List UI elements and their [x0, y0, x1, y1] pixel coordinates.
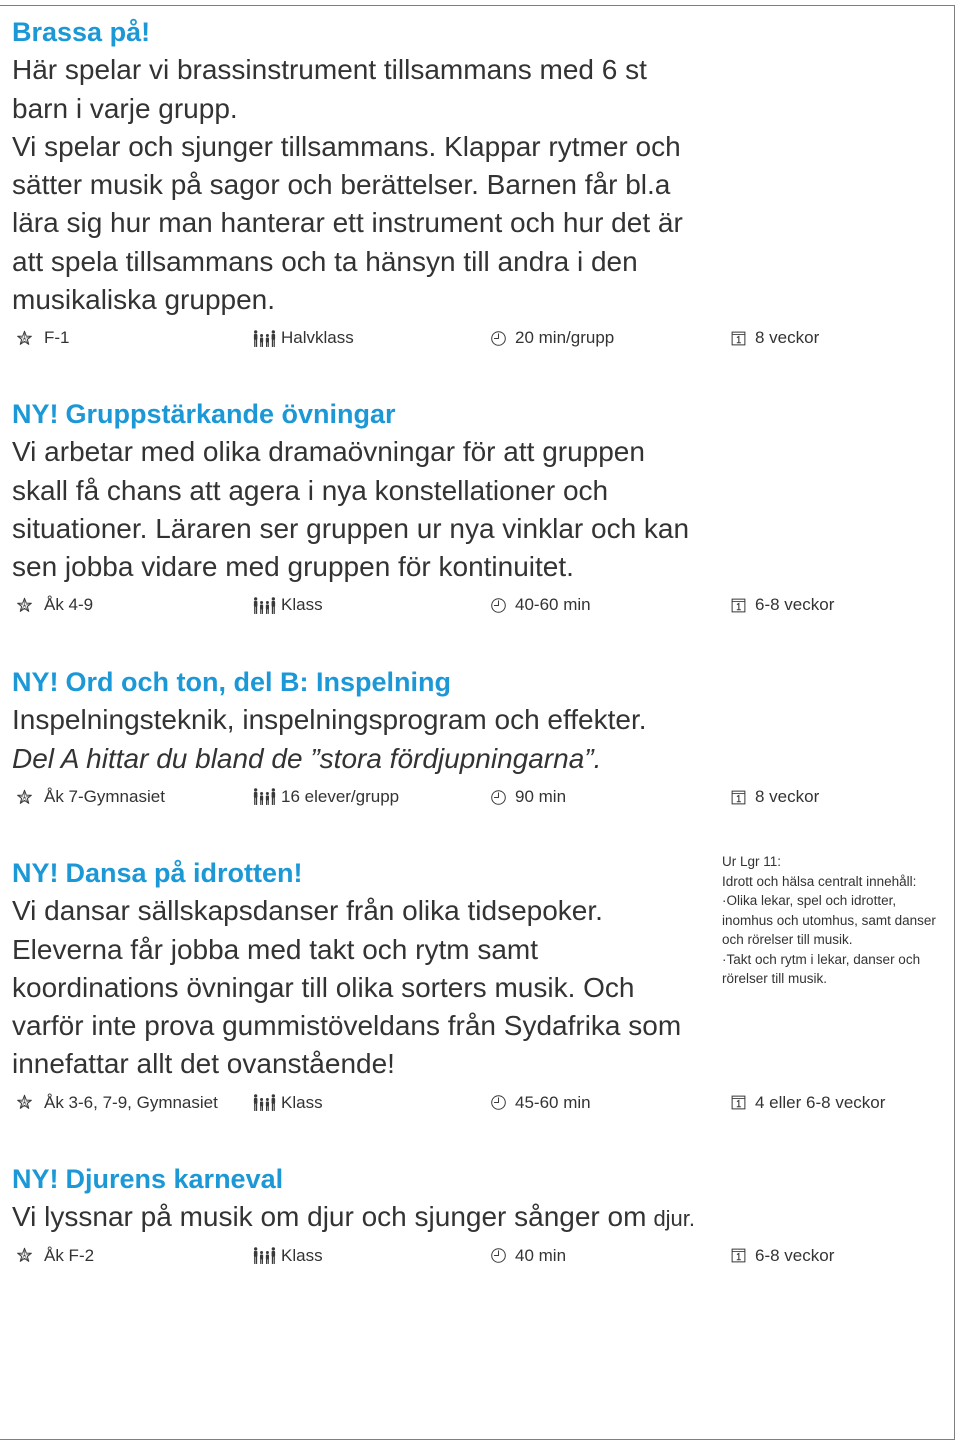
group-size-label: Klass	[281, 595, 323, 615]
title-text: Dansa på idrotten!	[65, 858, 303, 888]
title-text: Djurens karneval	[65, 1164, 284, 1194]
description-line: att spela tillsammans och ta hänsyn till andra i den	[12, 245, 638, 277]
description-line: skall få chans att agera i nya konstellationer och	[12, 474, 609, 506]
description-line: Eleverna får jobba med takt och rytm samt	[12, 933, 538, 965]
new-badge: NY!	[12, 1164, 59, 1194]
description-line: Vi spelar och sjunger tillsammans. Klappar rytmer och	[12, 130, 681, 162]
description-line: sätter musik på sagor och berättelser. Barnen får bl.a	[12, 169, 671, 201]
duration-info	[730, 319, 819, 357]
grade-info	[16, 778, 165, 816]
description-line: situationer. Läraren ser gruppen ur nya vinklar och kan	[12, 512, 690, 544]
description-line: musikaliska gruppen.	[12, 284, 276, 316]
duration-info	[730, 1237, 834, 1275]
section-brassa-pa	[12, 13, 942, 358]
section-title	[12, 395, 942, 433]
session-length-info	[490, 1237, 566, 1275]
people-icon	[253, 1247, 276, 1265]
people-icon	[253, 1094, 276, 1112]
people-icon	[253, 788, 276, 806]
description-line	[12, 1198, 942, 1236]
clock-icon	[490, 1247, 507, 1264]
section-gruppstarkande-ovningar	[12, 395, 942, 625]
description-line: varför inte prova gummistöveldans från Sydafrika som	[12, 1010, 682, 1042]
description-line: Här spelar vi brassinstrument tillsammans med 6 st	[12, 54, 647, 86]
section-djurens-karneval	[12, 1160, 942, 1275]
duration-label: 8 veckor	[755, 328, 820, 348]
duration-info	[730, 586, 834, 624]
grade-info	[16, 586, 93, 624]
star-icon	[16, 789, 33, 806]
grade-label: F-1	[44, 328, 70, 348]
group-size-label: Halvklass	[281, 328, 354, 348]
clock-icon	[490, 789, 507, 806]
description-line: innefattar allt det ovanstående!	[12, 1048, 395, 1080]
info-row	[12, 319, 942, 357]
info-row	[12, 586, 942, 624]
title-text: Gruppstärkande övningar	[65, 399, 396, 429]
session-length-label: 40-60 min	[515, 595, 591, 615]
note-line: inomhus och utomhus, samt danser	[722, 912, 936, 928]
session-length-info	[490, 778, 566, 816]
group-size-info	[253, 1084, 323, 1122]
new-badge: NY!	[12, 399, 59, 429]
note-line: ·Takt och rytm i lekar, danser och	[722, 951, 921, 967]
description-line: Inspelningsteknik, inspelningsprogram och effekter.	[12, 704, 647, 736]
section-ord-och-ton	[12, 663, 942, 816]
note-line: och rörelser till musik.	[722, 932, 853, 947]
duration-label: 4 eller 6-8 veckor	[755, 1092, 886, 1112]
grade-label: Åk 3-6, 7-9, Gymnasiet	[44, 1092, 218, 1112]
section-title	[12, 663, 942, 701]
session-length-label: 90 min	[515, 786, 567, 806]
section-title	[12, 13, 942, 51]
session-length-label: 40 min	[515, 1245, 567, 1265]
group-size-info	[253, 319, 354, 357]
info-row	[12, 1237, 942, 1275]
info-row	[12, 778, 942, 816]
grade-label: Åk 7-Gymnasiet	[44, 786, 165, 806]
star-icon	[16, 1247, 33, 1264]
duration-info	[730, 778, 819, 816]
note-line: rörelser till musik.	[722, 971, 828, 986]
note-line: ·Olika lekar, spel och idrotter,	[722, 893, 897, 908]
calendar-icon	[730, 597, 747, 614]
star-icon	[16, 330, 33, 347]
curriculum-note	[722, 852, 954, 989]
group-size-info	[253, 1237, 323, 1275]
group-size-label: Klass	[281, 1092, 323, 1112]
description-line: barn i varje grupp.	[12, 92, 238, 124]
calendar-icon	[730, 1247, 747, 1264]
group-size-info	[253, 778, 399, 816]
clock-icon	[490, 597, 507, 614]
grade-info	[16, 1084, 218, 1122]
section-title	[12, 1160, 942, 1198]
grade-info	[16, 1237, 94, 1275]
description-line: koordinations övningar till olika sorters musik. Och	[12, 971, 635, 1003]
italic-note-line: Del A hittar du bland de ”stora fördjupningarna”.	[12, 742, 602, 774]
session-length-label: 20 min/grupp	[515, 328, 615, 348]
grade-label: Åk F-2	[44, 1245, 95, 1265]
note-heading: Ur Lgr 11:	[722, 854, 782, 869]
session-length-label: 45-60 min	[515, 1092, 591, 1112]
session-length-info	[490, 319, 614, 357]
people-icon	[253, 330, 276, 348]
new-badge: NY!	[12, 667, 59, 697]
session-length-info	[490, 1084, 591, 1122]
description-line: lära sig hur man hanterar ett instrument och hur det är	[12, 207, 683, 239]
star-icon	[16, 1094, 33, 1111]
title-text: Ord och ton, del B: Inspelning	[65, 667, 451, 697]
calendar-icon	[730, 1094, 747, 1111]
description-text: Vi lyssnar på musik om djur och sjunger sånger om	[12, 1201, 647, 1233]
star-icon	[16, 597, 33, 614]
grade-label: Åk 4-9	[44, 595, 94, 615]
group-size-label: Klass	[281, 1245, 323, 1265]
new-badge: NY!	[12, 858, 59, 888]
calendar-icon	[730, 330, 747, 347]
description-line: sen jobba vidare med gruppen för kontinuitet.	[12, 551, 574, 583]
calendar-icon	[730, 789, 747, 806]
description-line: Vi dansar sällskapsdanser från olika tidsepoker.	[12, 895, 603, 927]
group-size-info	[253, 586, 323, 624]
clock-icon	[490, 330, 507, 347]
duration-label: 6-8 veckor	[755, 595, 835, 615]
duration-label: 8 veckor	[755, 786, 820, 806]
clock-icon	[490, 1094, 507, 1111]
duration-info	[730, 1084, 885, 1122]
grade-info	[16, 319, 70, 357]
duration-label: 6-8 veckor	[755, 1245, 835, 1265]
note-subheading: Idrott och hälsa centralt innehåll:	[722, 873, 917, 889]
description-tail: djur.	[653, 1206, 696, 1232]
title-text: Brassa på!	[12, 17, 151, 47]
people-icon	[253, 597, 276, 615]
session-length-info	[490, 586, 591, 624]
group-size-label: 16 elever/grupp	[281, 786, 400, 806]
description-line: Vi arbetar med olika dramaövningar för att gruppen	[12, 436, 645, 468]
info-row	[12, 1084, 942, 1122]
